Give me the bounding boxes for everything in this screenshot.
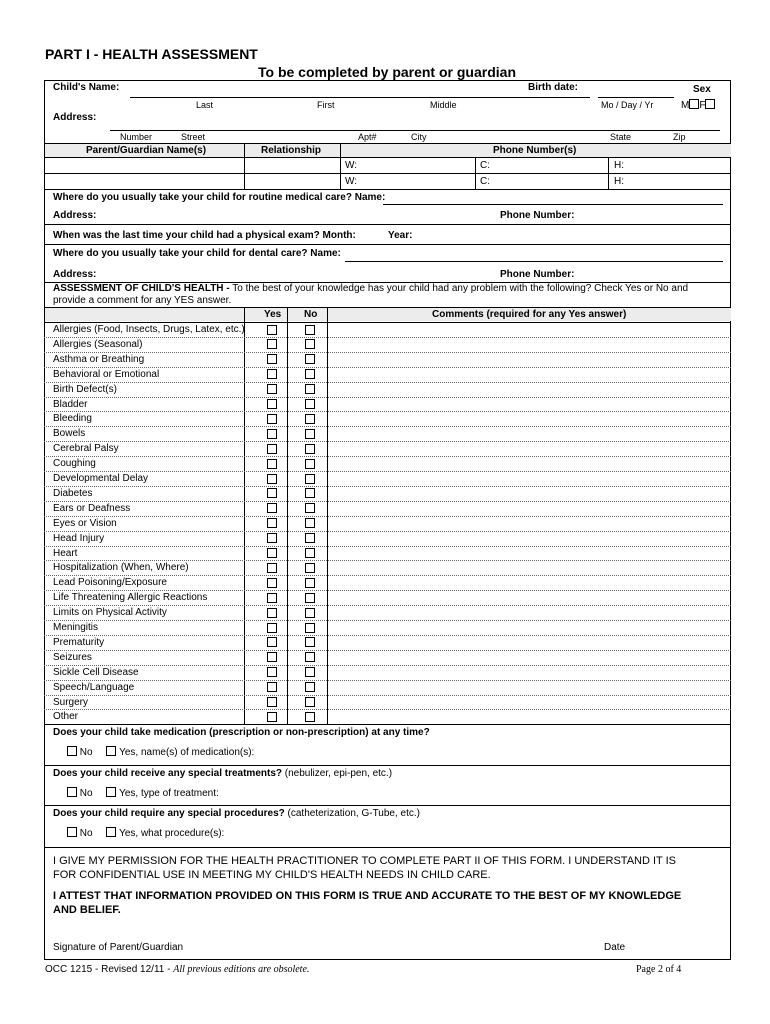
routine-care-address-label: Address:: [53, 210, 97, 221]
condition-yes-checkbox[interactable]: [267, 488, 277, 498]
condition-yes-checkbox[interactable]: [267, 593, 277, 603]
condition-label: Limits on Physical Activity: [53, 607, 167, 619]
condition-label: Diabetes: [53, 487, 93, 499]
street-caption: Street: [181, 132, 206, 142]
sex-f-label: F: [699, 100, 706, 111]
condition-label: Head Injury: [53, 532, 105, 544]
condition-label: Meningitis: [53, 622, 99, 633]
page-number: Page 2 of 4: [636, 964, 682, 975]
condition-label: Bladder: [53, 398, 88, 410]
condition-comment-field[interactable]: [329, 561, 729, 574]
condition-no-checkbox[interactable]: [305, 697, 315, 707]
condition-comment-field[interactable]: [329, 457, 729, 470]
condition-comment-field[interactable]: [329, 517, 729, 530]
condition-yes-checkbox[interactable]: [267, 399, 277, 409]
divider: [340, 143, 341, 189]
sex-f-checkbox[interactable]: [705, 99, 715, 109]
routine-care-question: Where do you usually take your child for routine medical care? Name:: [53, 192, 386, 203]
date-label: Date: [604, 942, 626, 953]
condition-yes-checkbox[interactable]: [267, 667, 277, 677]
condition-comment-field[interactable]: [329, 472, 729, 485]
condition-label: Bowels: [53, 428, 86, 440]
condition-yes-checkbox[interactable]: [267, 503, 277, 513]
medication-no-checkbox[interactable]: [67, 746, 77, 756]
procedures-options: [67, 827, 224, 839]
condition-no-checkbox[interactable]: [305, 339, 315, 349]
condition-comment-field[interactable]: [329, 502, 729, 515]
zip-caption: Zip: [673, 132, 686, 142]
condition-yes-checkbox[interactable]: [267, 548, 277, 558]
address-label: Address:: [53, 112, 97, 123]
condition-yes-checkbox[interactable]: [267, 354, 277, 364]
sex-m-checkbox[interactable]: [689, 99, 699, 109]
sex-options: [681, 99, 715, 111]
physical-exam-question: When was the last time your child had a physical exam? Month:: [53, 230, 356, 241]
sex-m-label: M: [681, 100, 690, 111]
condition-yes-checkbox[interactable]: [267, 474, 277, 484]
condition-yes-checkbox[interactable]: [267, 339, 277, 349]
condition-comment-field[interactable]: [329, 487, 729, 500]
birth-date-label: Birth date:: [528, 82, 578, 93]
divider: [44, 805, 731, 806]
condition-label: Bleeding: [53, 413, 92, 425]
medication-no-label: No: [79, 747, 93, 758]
condition-comment-field[interactable]: [329, 383, 729, 396]
page-subtitle: To be completed by parent or guardian: [258, 64, 516, 80]
date-format-caption: Mo / Day / Yr: [601, 100, 654, 110]
divider: [44, 307, 731, 308]
condition-label: Eyes or Vision: [53, 517, 117, 529]
relationship-header: Relationship: [261, 145, 322, 156]
condition-no-checkbox[interactable]: [305, 652, 315, 662]
condition-no-checkbox[interactable]: [305, 548, 315, 558]
assessment-heading: ASSESSMENT OF CHILD'S HEALTH -: [53, 283, 230, 294]
condition-comment-field[interactable]: [329, 710, 729, 723]
condition-comment-field[interactable]: [329, 412, 729, 425]
condition-comment-field[interactable]: [329, 442, 729, 455]
treatments-no-checkbox[interactable]: [67, 787, 77, 797]
procedures-no-label: No: [79, 828, 93, 839]
condition-yes-checkbox[interactable]: [267, 608, 277, 618]
condition-no-checkbox[interactable]: [305, 429, 315, 439]
condition-yes-checkbox[interactable]: [267, 712, 277, 722]
form-revision: OCC 1215 - Revised 12/11 - All previous editions are obsolete.: [45, 964, 310, 975]
condition-comment-field[interactable]: [329, 666, 729, 679]
condition-yes-checkbox[interactable]: [267, 429, 277, 439]
dental-address-label: Address:: [53, 269, 97, 280]
treatments-yes-checkbox[interactable]: [106, 787, 116, 797]
child-name-field[interactable]: [130, 97, 590, 98]
divider: [44, 765, 731, 766]
condition-yes-checkbox[interactable]: [267, 533, 277, 543]
condition-label: Life Threatening Allergic Reactions: [53, 592, 208, 604]
comments-column-header: Comments (required for any Yes answer): [432, 309, 627, 320]
condition-no-checkbox[interactable]: [305, 578, 315, 588]
city-caption: City: [411, 132, 427, 142]
condition-yes-checkbox[interactable]: [267, 623, 277, 633]
condition-no-checkbox[interactable]: [305, 354, 315, 364]
dental-name-field[interactable]: [345, 261, 723, 262]
condition-label: Ears or Deafness: [53, 502, 131, 514]
condition-comment-field[interactable]: [329, 323, 729, 336]
state-caption: State: [610, 132, 632, 142]
work-phone-label: W:: [345, 176, 358, 187]
divider: [44, 724, 731, 725]
number-caption: Number: [120, 132, 153, 142]
condition-yes-checkbox[interactable]: [267, 459, 277, 469]
condition-comment-field[interactable]: [329, 636, 729, 649]
divider: [244, 143, 245, 189]
condition-yes-checkbox[interactable]: [267, 384, 277, 394]
condition-no-checkbox[interactable]: [305, 533, 315, 543]
signature-label: Signature of Parent/Guardian: [53, 942, 184, 953]
dental-phone-label: Phone Number:: [500, 269, 575, 280]
condition-no-checkbox[interactable]: [305, 637, 315, 647]
treatments-question: Does your child receive any special treatments? (nebulizer, epi-pen, etc.): [53, 768, 393, 779]
condition-label: Hospitalization (When, Where): [53, 562, 189, 574]
child-name-label: Child's Name:: [53, 82, 120, 93]
middle-name-caption: Middle: [430, 100, 457, 110]
obsolete-notice: All previous editions are obsolete.: [173, 964, 310, 975]
dental-care-question: Where do you usually take your child for dental care? Name:: [53, 248, 341, 259]
procedures-yes-checkbox[interactable]: [106, 827, 116, 837]
birth-date-field[interactable]: [598, 97, 674, 98]
procedures-question: Does your child require any special procedures? (catheterization, G-Tube, etc.): [53, 808, 420, 819]
condition-label: Sickle Cell Disease: [53, 666, 139, 678]
page-title: PART I - HEALTH ASSESSMENT: [45, 46, 258, 62]
condition-no-checkbox[interactable]: [305, 682, 315, 692]
condition-no-checkbox[interactable]: [305, 369, 315, 379]
treatments-yes-label: Yes, type of treatment:: [119, 788, 219, 799]
condition-no-checkbox[interactable]: [305, 503, 315, 513]
divider: [44, 847, 731, 848]
condition-comment-field[interactable]: [329, 353, 729, 366]
condition-yes-checkbox[interactable]: [267, 414, 277, 424]
home-phone-label: H:: [614, 176, 624, 187]
divider: [44, 173, 731, 174]
procedures-yes-label: Yes, what procedure(s):: [119, 828, 225, 839]
attestation-statement-2: AND BELIEF.: [53, 904, 121, 916]
condition-no-checkbox[interactable]: [305, 459, 315, 469]
first-name-caption: First: [317, 100, 335, 110]
condition-no-checkbox[interactable]: [305, 623, 315, 633]
condition-no-checkbox[interactable]: [305, 474, 315, 484]
condition-label: Allergies (Food, Insects, Drugs, Latex, etc.): [53, 324, 245, 335]
condition-comment-field[interactable]: [329, 606, 729, 619]
assessment-instructions-2: provide a comment for any YES answer.: [53, 295, 232, 306]
medication-yes-label: Yes, name(s) of medication(s):: [119, 747, 255, 758]
condition-comment-field[interactable]: [329, 338, 729, 351]
condition-comment-field[interactable]: [329, 576, 729, 589]
condition-no-checkbox[interactable]: [305, 667, 315, 677]
condition-label: Other: [53, 711, 79, 723]
condition-yes-checkbox[interactable]: [267, 682, 277, 692]
condition-label: Prematurity: [53, 636, 105, 648]
divider: [44, 143, 731, 144]
divider: [475, 157, 476, 189]
condition-label: Cerebral Palsy: [53, 443, 119, 455]
medication-options: [67, 746, 254, 758]
routine-care-name-label: Name:: [354, 192, 386, 203]
condition-comment-field[interactable]: [329, 681, 729, 694]
treatments-no-label: No: [79, 788, 93, 799]
condition-yes-checkbox[interactable]: [267, 697, 277, 707]
condition-no-checkbox[interactable]: [305, 414, 315, 424]
phone-numbers-header: Phone Number(s): [493, 145, 577, 156]
condition-no-checkbox[interactable]: [305, 384, 315, 394]
condition-comment-field[interactable]: [329, 398, 729, 411]
condition-label: Surgery: [53, 696, 89, 708]
address-field[interactable]: [110, 130, 720, 131]
home-phone-label: H:: [614, 160, 624, 171]
apt-caption: Apt#: [358, 132, 377, 142]
assessment-header-bg: [45, 308, 731, 321]
assessment-instructions: ASSESSMENT OF CHILD'S HEALTH - To the best of your knowledge has your child had any problem with the following? Check Yes or No and: [53, 283, 689, 294]
condition-yes-checkbox[interactable]: [267, 325, 277, 335]
sex-label: Sex: [693, 84, 711, 95]
condition-label: Behavioral or Emotional: [53, 368, 160, 380]
yes-column-header: Yes: [264, 309, 282, 320]
condition-no-checkbox[interactable]: [305, 712, 315, 722]
condition-yes-checkbox[interactable]: [267, 637, 277, 647]
divider: [608, 157, 609, 189]
condition-no-checkbox[interactable]: [305, 563, 315, 573]
divider: [44, 244, 731, 245]
routine-care-phone-label: Phone Number:: [500, 210, 575, 221]
condition-no-checkbox[interactable]: [305, 444, 315, 454]
condition-comment-field[interactable]: [329, 591, 729, 604]
condition-label: Developmental Delay: [53, 473, 149, 484]
condition-label: Birth Defect(s): [53, 383, 117, 395]
last-name-caption: Last: [196, 100, 214, 110]
condition-yes-checkbox[interactable]: [267, 563, 277, 573]
condition-comment-field[interactable]: [329, 547, 729, 560]
cell-phone-label: C:: [480, 176, 490, 187]
condition-comment-field[interactable]: [329, 427, 729, 440]
permission-statement-1: I GIVE MY PERMISSION FOR THE HEALTH PRACTITIONER TO COMPLETE PART II OF THIS FORM. I UNDERSTAND IT IS: [53, 855, 677, 867]
condition-no-checkbox[interactable]: [305, 518, 315, 528]
attestation-statement-1: I ATTEST THAT INFORMATION PROVIDED ON THIS FORM IS TRUE AND ACCURATE TO THE BEST OF MY KNOWLEDGE: [53, 890, 682, 902]
permission-statement-2: FOR CONFIDENTIAL USE IN MEETING MY CHILD'S HEALTH NEEDS IN CHILD CARE.: [53, 869, 491, 881]
condition-yes-checkbox[interactable]: [267, 444, 277, 454]
condition-comment-field[interactable]: [329, 621, 729, 634]
routine-care-name-field[interactable]: [383, 204, 723, 205]
condition-yes-checkbox[interactable]: [267, 369, 277, 379]
divider: [44, 189, 731, 190]
condition-label: Heart: [53, 547, 78, 559]
condition-yes-checkbox[interactable]: [267, 578, 277, 588]
treatments-options: [67, 787, 219, 799]
guardian-name-header: Parent/Guardian Name(s): [86, 145, 207, 156]
work-phone-label: W:: [345, 160, 358, 171]
condition-yes-checkbox[interactable]: [267, 518, 277, 528]
condition-no-checkbox[interactable]: [305, 488, 315, 498]
condition-no-checkbox[interactable]: [305, 608, 315, 618]
dental-name-label: Name:: [310, 248, 341, 259]
condition-no-checkbox[interactable]: [305, 325, 315, 335]
condition-comment-field[interactable]: [329, 532, 729, 545]
condition-no-checkbox[interactable]: [305, 593, 315, 603]
condition-label: Lead Poisoning/Exposure: [53, 577, 167, 589]
divider: [44, 157, 731, 158]
medication-yes-checkbox[interactable]: [106, 746, 116, 756]
condition-label: Allergies (Seasonal): [53, 338, 143, 350]
exam-year-label: Year:: [388, 230, 413, 241]
condition-yes-checkbox[interactable]: [267, 652, 277, 662]
condition-label: Speech/Language: [53, 681, 135, 693]
condition-comment-field[interactable]: [329, 368, 729, 381]
condition-label: Seizures: [53, 651, 92, 663]
condition-label: Asthma or Breathing: [53, 353, 145, 365]
condition-comment-field[interactable]: [329, 651, 729, 664]
procedures-no-checkbox[interactable]: [67, 827, 77, 837]
condition-no-checkbox[interactable]: [305, 399, 315, 409]
cell-phone-label: C:: [480, 160, 490, 171]
no-column-header: No: [304, 309, 318, 320]
medication-question: Does your child take medication (prescription or non-prescription) at any time?: [53, 727, 430, 738]
condition-comment-field[interactable]: [329, 696, 729, 709]
divider: [44, 224, 731, 225]
condition-label: Coughing: [53, 458, 96, 470]
